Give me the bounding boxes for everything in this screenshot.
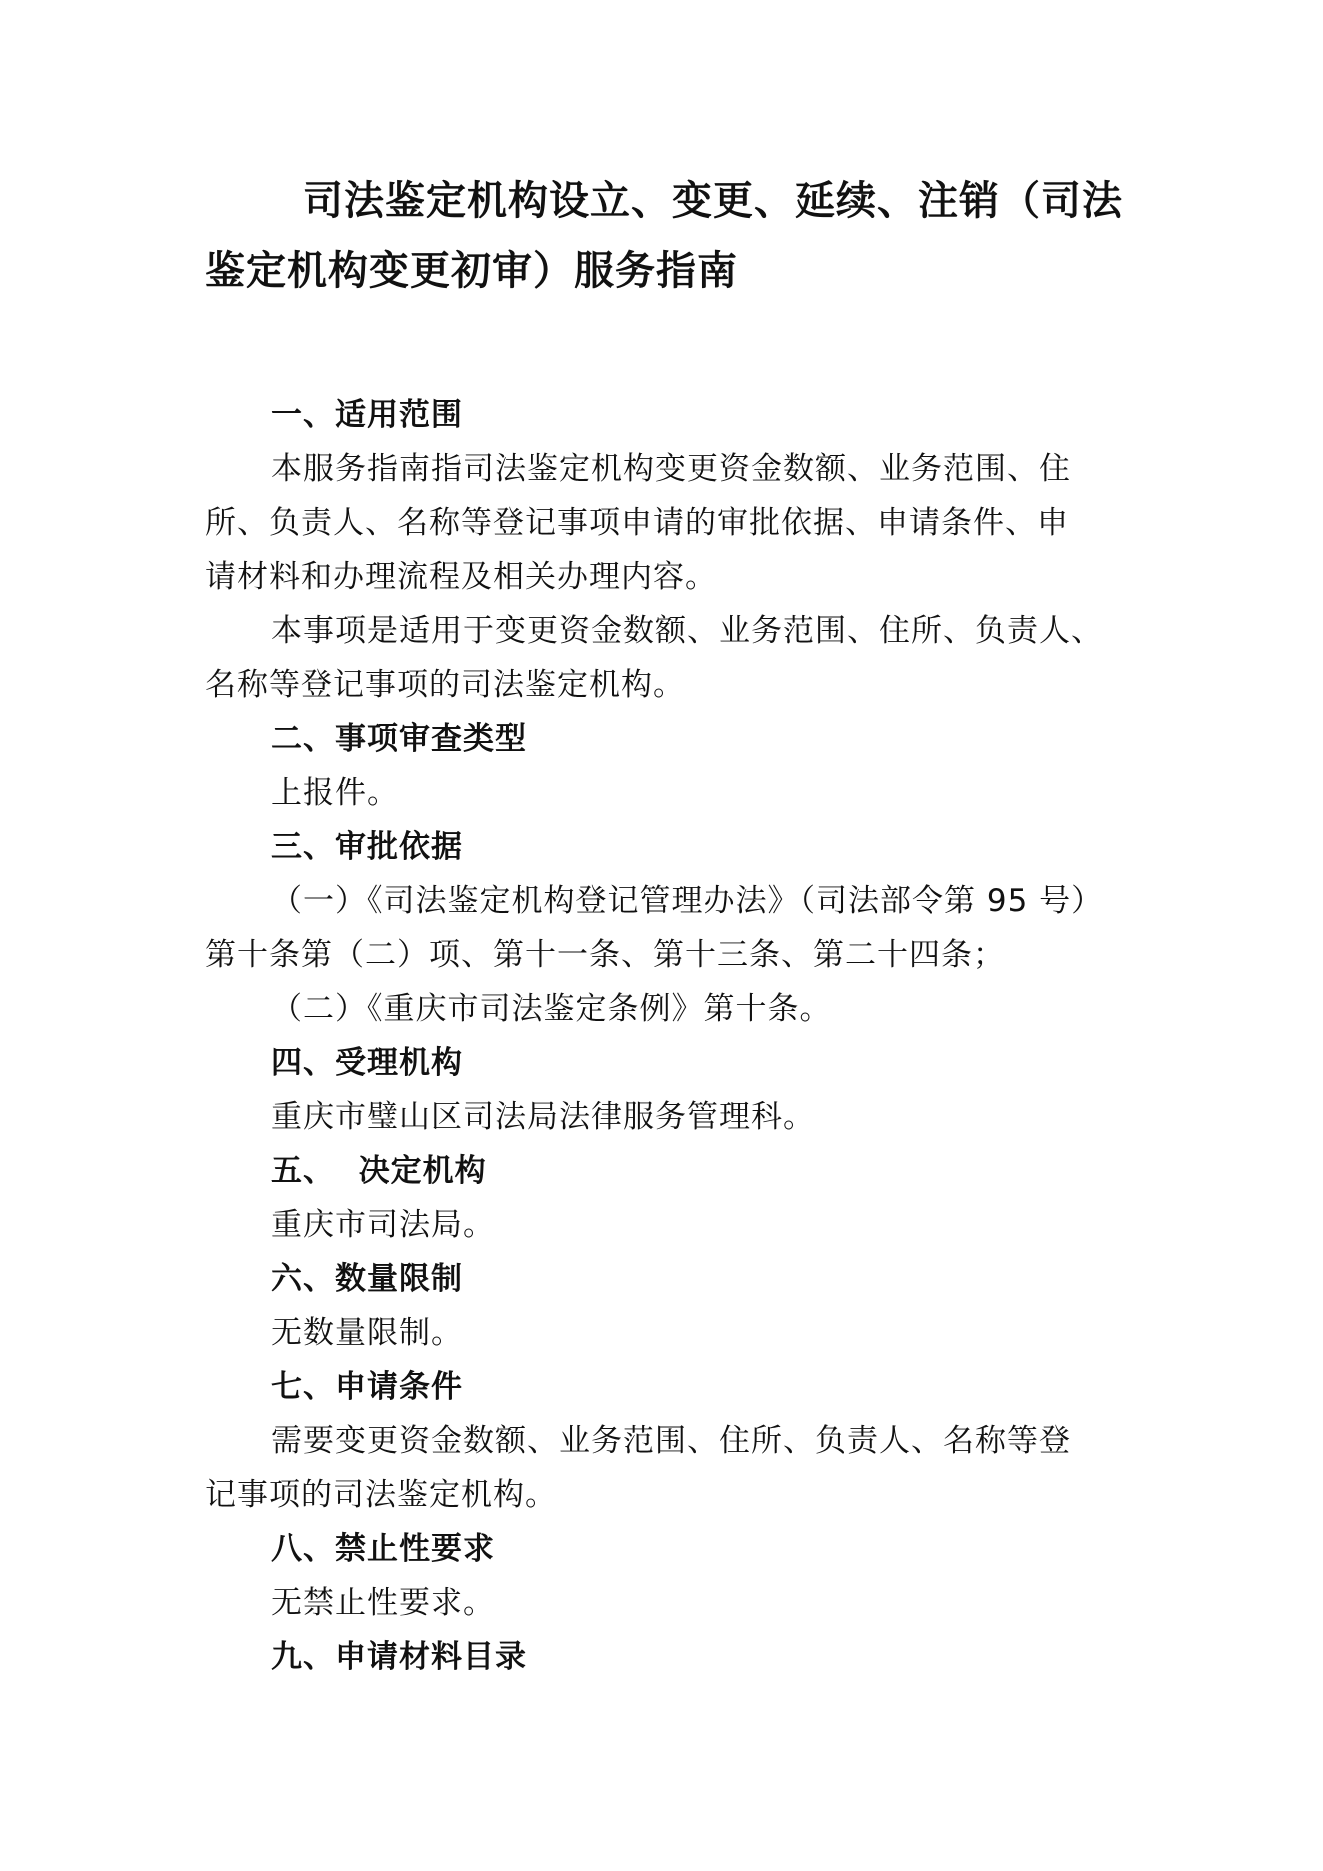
quantity-limit-text: 无数量限制。 [271,1315,463,1351]
title-line-1: 司法鉴定机构设立、变更、延续、注销（司法 [303,178,1123,224]
accepting-body-text: 重庆市璧山区司法局法律服务管理科。 [271,1099,815,1135]
section-heading-prohibitions: 八、禁止性要求 [271,1531,495,1567]
review-type-text: 上报件。 [271,775,399,811]
conditions-line2: 记事项的司法鉴定机构。 [205,1477,557,1513]
conditions-line1: 需要变更资金数额、业务范围、住所、负责人、名称等登 [271,1423,1071,1459]
deciding-body-text: 重庆市司法局。 [271,1207,495,1243]
document-title [205,166,1125,306]
scope-para1-line1: 本服务指南指司法鉴定机构变更资金数额、业务范围、住 [271,451,1071,487]
document-body [205,388,1105,1684]
scope-para2-line2: 名称等登记事项的司法鉴定机构。 [205,667,685,703]
basis-item1-line2: 第十条第（二）项、第十一条、第十三条、第二十四条； [205,937,1005,973]
basis-item2: （二）《重庆市司法鉴定条例》第十条。 [271,991,832,1027]
section-heading-conditions: 七、申请条件 [271,1369,463,1405]
scope-para2-line1: 本事项是适用于变更资金数额、业务范围、住所、负责人、 [271,613,1103,649]
scope-para1-line2: 所、负责人、名称等登记事项申请的审批依据、申请条件、申 [205,505,1069,541]
section-heading-materials: 九、申请材料目录 [271,1639,527,1675]
basis-item1-line1: （一）《司法鉴定机构登记管理办法》（司法部令第 95 号） [271,883,1104,919]
section-heading-review-type: 二、事项审查类型 [271,721,527,757]
section-heading-scope: 一、适用范围 [271,397,463,433]
section-heading-basis: 三、审批依据 [271,829,463,865]
scope-para1-line3: 请材料和办理流程及相关办理内容。 [205,559,717,595]
title-line-2: 鉴定机构变更初审）服务指南 [205,248,738,294]
section-heading-deciding-body: 五、 决定机构 [271,1153,487,1189]
section-heading-quantity-limit: 六、数量限制 [271,1261,463,1297]
prohibitions-text: 无禁止性要求。 [271,1585,495,1621]
section-heading-accepting-body: 四、受理机构 [271,1045,463,1081]
